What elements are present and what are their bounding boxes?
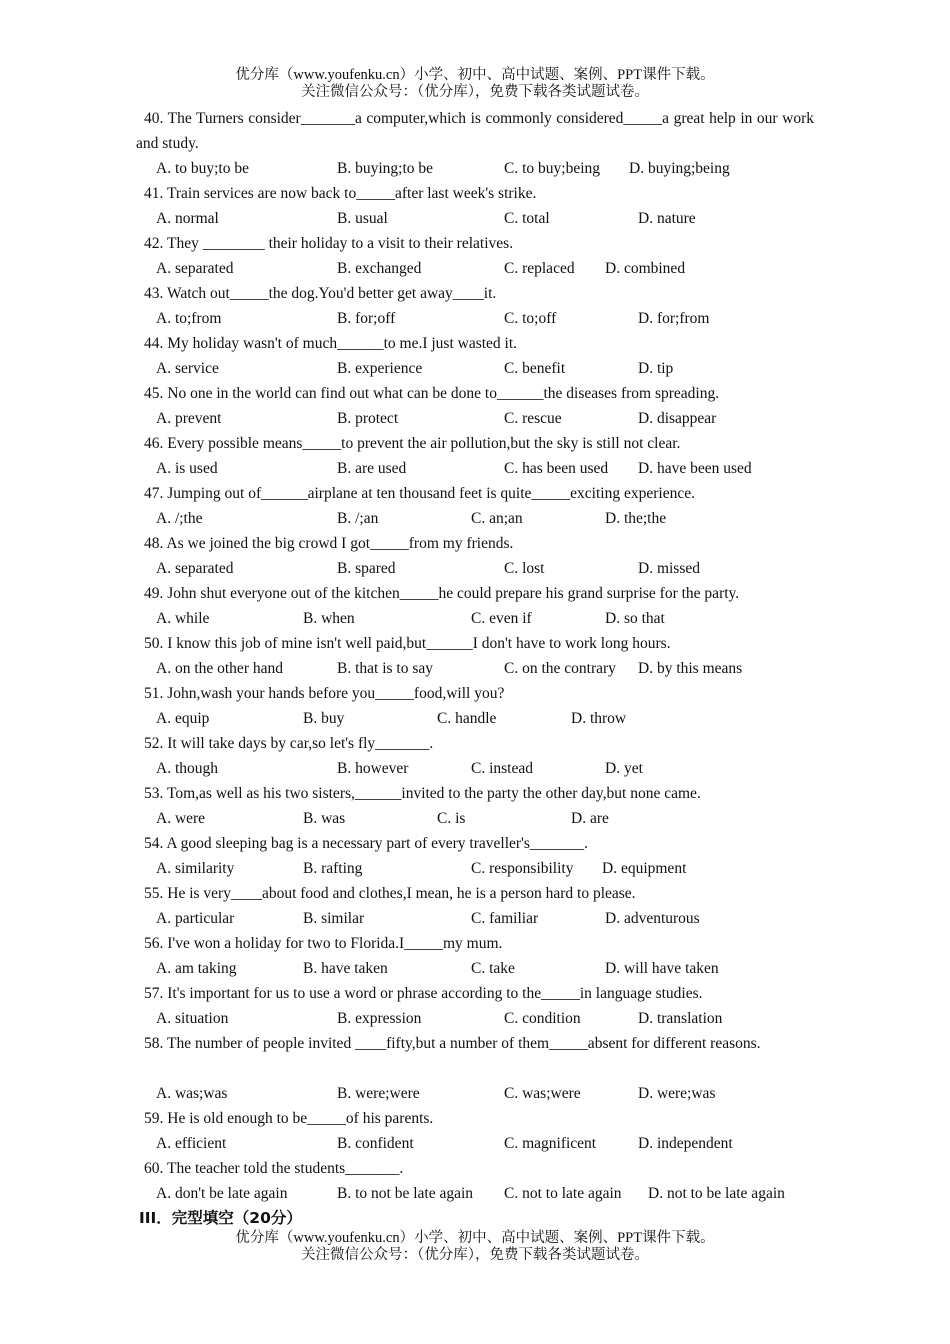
- option-b: B. was: [303, 810, 346, 827]
- option-b: B. to not be late again: [337, 1185, 474, 1202]
- header-line-2: 关注微信公众号：（优分库），免费下载各类试题试卷。: [301, 84, 649, 100]
- option-a: A. don't be late again: [156, 1185, 288, 1202]
- option-a: A. am taking: [156, 960, 237, 977]
- option-a: A. while: [156, 610, 210, 627]
- option-a: A. normal: [156, 210, 219, 227]
- option-c: C. has been used: [504, 460, 609, 477]
- option-d: D. yet: [605, 760, 643, 777]
- option-c: C. instead: [471, 760, 533, 777]
- option-b: B. exchanged: [337, 260, 422, 277]
- option-a: A. particular: [156, 910, 235, 927]
- option-row: [0, 156, 950, 181]
- option-c: C. familiar: [471, 910, 539, 927]
- header-line-1: 优分库（www.youfenku.cn）小学、初中、高中试题、案例、PPT课件下载。: [235, 67, 715, 83]
- option-row: [0, 456, 950, 481]
- option-b: B. protect: [337, 410, 399, 427]
- option-a: A. on the other hand: [156, 660, 283, 677]
- option-c: C. lost: [504, 560, 545, 577]
- option-row: [0, 956, 950, 981]
- page-footer: [0, 1230, 950, 1264]
- option-a: A. /;the: [156, 510, 203, 527]
- option-c: C. rescue: [504, 410, 562, 427]
- option-b: B. were;were: [337, 1085, 420, 1102]
- question-stem: 54. A good sleeping bag is a necessary part of every traveller's_______.: [144, 835, 588, 852]
- option-b: B. however: [337, 760, 409, 777]
- question-stem: 44. My holiday wasn't of much______to me.I just wasted it.: [144, 335, 518, 352]
- option-row: [0, 856, 950, 881]
- option-a: A. was;was: [156, 1085, 228, 1102]
- option-b: B. buying;to be: [337, 160, 434, 177]
- option-b: B. buy: [303, 710, 345, 727]
- option-row: [0, 806, 950, 831]
- option-a: A. is used: [156, 460, 218, 477]
- option-c: C. handle: [437, 710, 497, 727]
- question-stem: 41. Train services are now back to_____after last week's strike.: [144, 185, 537, 202]
- option-c: C. condition: [504, 1010, 581, 1027]
- question-stem: 53. Tom,as well as his two sisters,______invited to the party the other day,but none came.: [144, 785, 701, 802]
- option-a: A. service: [156, 360, 219, 377]
- option-row: [0, 906, 950, 931]
- option-c: C. responsibility: [471, 860, 574, 877]
- option-d: D. not to be late again: [648, 1185, 785, 1202]
- question-stem: 47. Jumping out of______airplane at ten thousand feet is quite_____exciting experience.: [144, 485, 695, 502]
- option-b: B. experience: [337, 360, 423, 377]
- option-b: B. expression: [337, 1010, 422, 1027]
- option-d: D. nature: [638, 210, 696, 227]
- option-b: B. for;off: [337, 310, 396, 327]
- option-d: D. the;the: [605, 510, 667, 527]
- option-c: C. benefit: [504, 360, 566, 377]
- option-b: B. /;an: [337, 510, 379, 527]
- question-stem: 49. John shut everyone out of the kitchen_____he could prepare his grand surprise for the party.: [144, 585, 740, 602]
- option-c: C. not to late again: [504, 1185, 622, 1202]
- option-c: C. replaced: [504, 260, 575, 277]
- question-stem: 52. It will take days by car,so let's fly_______.: [144, 735, 434, 752]
- option-row: [0, 1006, 950, 1031]
- option-d: D. tip: [638, 360, 674, 377]
- option-c: C. is: [437, 810, 466, 827]
- option-b: B. usual: [337, 210, 388, 227]
- question-stem: 50. I know this job of mine isn't well paid,but______I don't have to work long hours.: [144, 635, 671, 652]
- option-a: A. to;from: [156, 310, 222, 327]
- option-row: [0, 306, 950, 331]
- option-d: D. missed: [638, 560, 700, 577]
- option-row: [0, 256, 950, 281]
- option-b: B. that is to say: [337, 660, 434, 677]
- option-d: D. independent: [638, 1135, 733, 1152]
- option-a: A. separated: [156, 560, 234, 577]
- option-a: A. though: [156, 760, 218, 777]
- option-row: [0, 556, 950, 581]
- option-row: [0, 1081, 950, 1106]
- option-d: D. for;from: [638, 310, 710, 327]
- option-d: D. adventurous: [605, 910, 700, 927]
- option-d: D. will have taken: [605, 960, 719, 977]
- option-d: D. are: [571, 810, 609, 827]
- question-stem: 56. I've won a holiday for two to Florida.I_____my mum.: [144, 935, 503, 952]
- option-row: [0, 706, 950, 731]
- option-c: C. magnificent: [504, 1135, 597, 1152]
- option-b: B. have taken: [303, 960, 388, 977]
- option-b: B. are used: [337, 460, 407, 477]
- option-a: A. separated: [156, 260, 234, 277]
- question-stem: 59. He is old enough to be_____of his parents.: [144, 1110, 434, 1127]
- option-c: C. take: [471, 960, 515, 977]
- option-row: [0, 656, 950, 681]
- option-row: [0, 606, 950, 631]
- section-title: III．完型填空（20分）: [139, 1209, 302, 1227]
- option-b: B. rafting: [303, 860, 363, 877]
- option-c: C. even if: [471, 610, 532, 627]
- option-c: C. to;off: [504, 310, 557, 327]
- option-a: A. were: [156, 810, 206, 827]
- option-d: D. by this means: [638, 660, 743, 677]
- option-d: D. throw: [571, 710, 627, 727]
- question-stem: 43. Watch out_____the dog.You'd better get away____it.: [144, 285, 497, 302]
- option-d: D. combined: [605, 260, 686, 277]
- option-a: A. equip: [156, 710, 210, 727]
- question-stem: 57. It's important for us to use a word or phrase according to the_____in language studies.: [144, 985, 703, 1002]
- option-b: B. similar: [303, 910, 365, 927]
- option-row: [0, 406, 950, 431]
- question-stem: 46. Every possible means_____to prevent the air pollution,but the sky is still not clear.: [144, 435, 681, 452]
- footer-line-1: 优分库（www.youfenku.cn）小学、初中、高中试题、案例、PPT课件下载。: [235, 1230, 715, 1246]
- option-a: A. to buy;to be: [156, 160, 249, 177]
- question-stem: 45. No one in the world can find out what can be done to______the diseases from spreading.: [144, 385, 720, 402]
- option-d: D. equipment: [602, 860, 687, 877]
- option-b: B. confident: [337, 1135, 414, 1152]
- option-a: A. situation: [156, 1010, 229, 1027]
- option-d: D. were;was: [638, 1085, 716, 1102]
- option-c: C. total: [504, 210, 550, 227]
- option-b: B. when: [303, 610, 355, 627]
- option-d: D. disappear: [638, 410, 717, 427]
- option-row: [0, 356, 950, 381]
- option-d: D. buying;being: [629, 160, 730, 177]
- option-a: A. prevent: [156, 410, 222, 427]
- option-c: C. an;an: [471, 510, 523, 527]
- option-row: [0, 756, 950, 781]
- option-row: [0, 1181, 950, 1206]
- option-d: D. have been used: [638, 460, 752, 477]
- page-header: [0, 67, 950, 101]
- option-c: C. to buy;being: [504, 160, 601, 177]
- option-b: B. spared: [337, 560, 396, 577]
- question-stem: 42. They ________ their holiday to a visit to their relatives.: [144, 235, 514, 252]
- option-c: C. on the contrary: [504, 660, 616, 677]
- option-c: C. was;were: [504, 1085, 581, 1102]
- question-stem: 51. John,wash your hands before you_____food,will you?: [144, 685, 505, 702]
- option-a: A. efficient: [156, 1135, 227, 1152]
- question-stem: 60. The teacher told the students_______.: [144, 1160, 404, 1177]
- option-row: [0, 206, 950, 231]
- footer-line-2: 关注微信公众号：（优分库），免费下载各类试题试卷。: [301, 1247, 649, 1263]
- option-row: [0, 506, 950, 531]
- question-stem: 58. The number of people invited ____fifty,but a number of them_____absent for different reasons.: [144, 1035, 761, 1052]
- question-list: [0, 106, 950, 1231]
- option-a: A. similarity: [156, 860, 235, 877]
- option-d: D. so that: [605, 610, 665, 627]
- question-stem: 55. He is very____about food and clothes,I mean, he is a person hard to please.: [144, 885, 636, 902]
- question-stem: 40. The Turners consider_______a computer,which is commonly considered_____a great help in our work and study.: [136, 110, 814, 152]
- question-stem: 48. As we joined the big crowd I got_____from my friends.: [144, 535, 514, 552]
- option-row: [0, 1131, 950, 1156]
- option-d: D. translation: [638, 1010, 723, 1027]
